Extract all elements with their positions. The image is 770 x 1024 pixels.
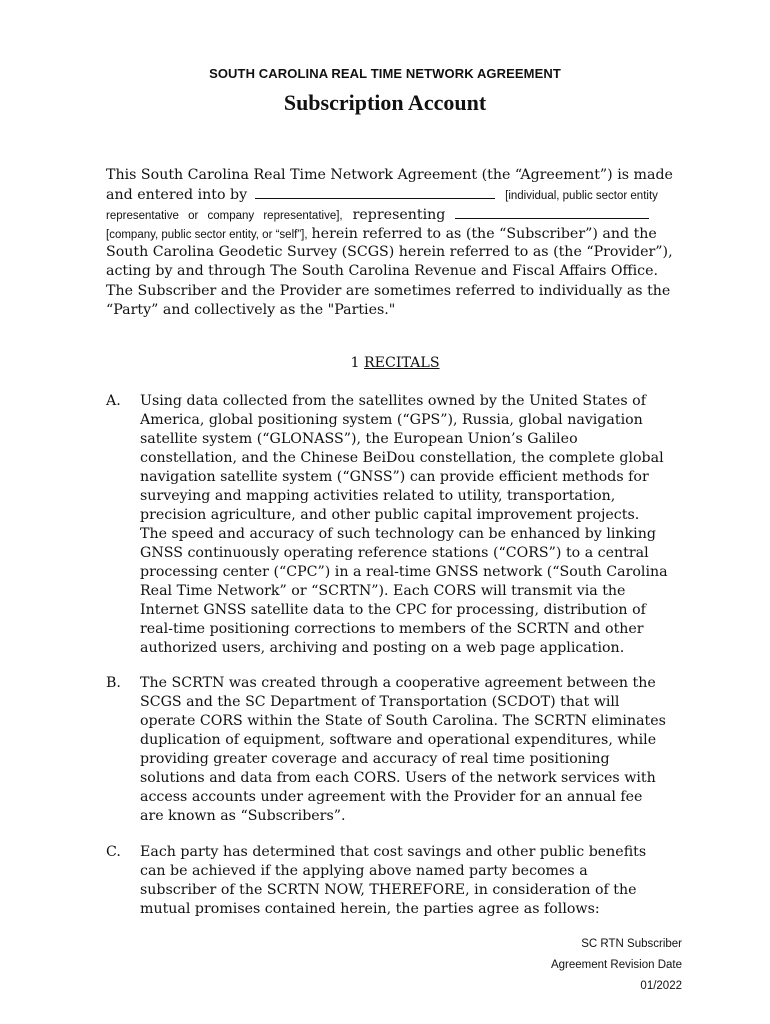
intro-line-6: acting by and through The South Carolina Revenue and Fiscal Affairs Office. bbox=[106, 263, 658, 279]
intro-line-7: The Subscriber and the Provider are sometimes referred to individually as the bbox=[106, 283, 671, 299]
intro-entered-by-text: and entered into by bbox=[106, 187, 248, 203]
recital-letter: A. bbox=[106, 393, 121, 409]
recital-line: GNSS continuously operating reference stations (“CORS”) to a central bbox=[140, 545, 649, 561]
recital-line: operate CORS within the State of South Carolina. The SCRTN eliminates bbox=[140, 713, 666, 729]
recital-line: are known as “Subscribers”. bbox=[140, 808, 346, 824]
document-title: Subscription Account bbox=[283, 90, 487, 115]
agreement-title: SOUTH CAROLINA REAL TIME NETWORK AGREEMENT bbox=[209, 66, 561, 81]
recital-line: precision agriculture, and other public capital improvement projects. bbox=[140, 507, 640, 523]
recital-line: America, global positioning system (“GPS”), Russia, global navigation bbox=[140, 412, 643, 428]
recital-line: constellation, and the Chinese BeiDou constellation, the complete global bbox=[140, 450, 664, 466]
recital-letter: C. bbox=[106, 844, 121, 860]
section-number: 1 bbox=[350, 355, 360, 371]
intro-subscriber-text: herein referred to as (the “Subscriber”) and the bbox=[311, 226, 657, 242]
recital-line: surveying and mapping activities related to utility, transportation, bbox=[140, 488, 616, 504]
footer-line-2: Agreement Revision Date bbox=[550, 959, 682, 971]
intro-line-2 bbox=[106, 185, 658, 206]
recital-line: real-time positioning corrections to members of the SCRTN and other bbox=[140, 621, 644, 637]
recital-line: can be achieved if the applying above named party becomes a bbox=[140, 863, 588, 879]
intro-line-3 bbox=[106, 205, 649, 226]
representative-note: representative or company representative], bbox=[106, 210, 343, 222]
subscriber-type-note: [individual, public sector entity bbox=[505, 190, 658, 202]
recital-line: satellite system (“GLONASS”), the European Union’s Galileo bbox=[140, 431, 578, 447]
recital-line: subscriber of the SCRTN NOW, THEREFORE, in consideration of the bbox=[140, 882, 637, 898]
intro-line-8: “Party” and collectively as the "Parties." bbox=[106, 302, 396, 318]
footer bbox=[551, 934, 682, 997]
recital-line: mutual promises contained herein, the parties agree as follows: bbox=[140, 901, 600, 917]
recital-line: Real Time Network” or “SCRTN”). Each CORS will transmit via the bbox=[140, 583, 626, 599]
recital-line: Using data collected from the satellites owned by the United States of bbox=[140, 393, 646, 409]
recital-line: navigation satellite system (“GNSS”) can provide efficient methods for bbox=[140, 469, 649, 485]
recital-line: authorized users, archiving and posting on a web page application. bbox=[140, 640, 625, 656]
section-heading bbox=[0, 355, 770, 371]
footer-revision-date: 01/2022 bbox=[640, 980, 682, 992]
recital-line: processing center (“CPC”) in a real-time GNSS network (“South Carolina bbox=[140, 564, 668, 580]
intro-line-4 bbox=[106, 224, 657, 245]
recital-line: The speed and accuracy of such technology can be enhanced by linking bbox=[140, 526, 656, 542]
recital-line: Each party has determined that cost savings and other public benefits bbox=[140, 844, 647, 860]
representing-text: representing bbox=[352, 207, 446, 223]
footer-line-1: SC RTN Subscriber bbox=[581, 938, 682, 950]
recital-body bbox=[140, 843, 688, 919]
recital-line: solutions and data from each CORS. Users of the network services with bbox=[140, 770, 656, 786]
recital-line: Internet GNSS satellite data to the CPC for processing, distribution of bbox=[140, 602, 646, 618]
entity-type-note: [company, public sector entity, or “self”], bbox=[106, 229, 308, 241]
recital-line: providing greater coverage and accuracy of real time positioning bbox=[140, 751, 610, 767]
recital-letter: B. bbox=[106, 675, 121, 691]
recital-line: The SCRTN was created through a cooperative agreement between the bbox=[140, 675, 656, 691]
recital-line: SCGS and the SC Department of Transportation (SCDOT) that will bbox=[140, 694, 620, 710]
intro-line-1: This South Carolina Real Time Network Agreement (the “Agreement”) is made bbox=[106, 167, 673, 183]
intro-line-5: South Carolina Geodetic Survey (SCGS) herein referred to as (the “Provider”), bbox=[106, 244, 673, 260]
representing-entity-field[interactable] bbox=[455, 206, 649, 219]
subscriber-name-field[interactable] bbox=[255, 186, 495, 199]
section-title: RECITALS bbox=[363, 355, 440, 371]
recital-body bbox=[140, 392, 688, 658]
recital-line: access accounts under agreement with the Provider for an annual fee bbox=[140, 789, 643, 805]
recital-body bbox=[140, 674, 688, 826]
recital-line: duplication of equipment, software and operational expenditures, while bbox=[140, 732, 657, 748]
